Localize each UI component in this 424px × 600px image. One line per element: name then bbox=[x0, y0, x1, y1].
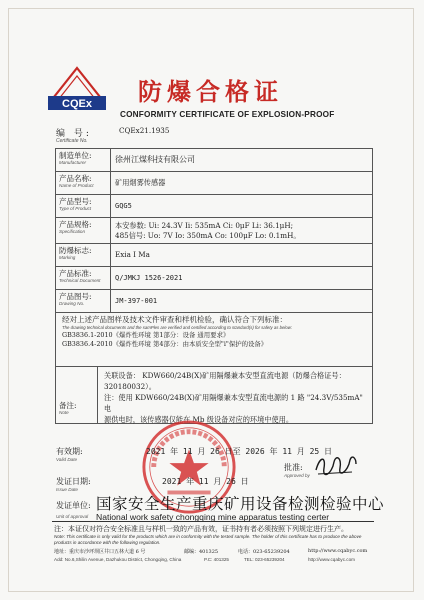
approval-label: 批准: bbox=[284, 463, 303, 472]
table-row-marking bbox=[56, 244, 372, 267]
footer-divider bbox=[52, 521, 374, 522]
table-row-product-type bbox=[56, 195, 372, 218]
field-label: 防爆标志: bbox=[59, 246, 92, 255]
unit-name-en: National work safety chongqing mine apparatus testing certer bbox=[96, 512, 330, 522]
field-label: 产品型号: bbox=[59, 197, 92, 206]
notes-value bbox=[104, 370, 368, 425]
notes-label-en: Note bbox=[59, 410, 69, 415]
valid-date-label-en: Valid Date bbox=[56, 457, 78, 462]
field-label: 制造单位: bbox=[59, 151, 92, 160]
notes-line: 注：使用 KDW660/24B(X)矿用隔爆兼本安型直流电源的 1 路 "24.3V/535mA" 电 bbox=[104, 393, 363, 413]
table-row-technical-document bbox=[56, 267, 372, 290]
field-label: 产品图号: bbox=[59, 292, 92, 301]
drawing-no-value: JM-397-001 bbox=[115, 297, 158, 305]
title-cn: 防爆合格证 bbox=[138, 77, 283, 106]
statement-en: The drawing technical documents and the samPles are verified and certified according to standard(s) for safety as below: bbox=[62, 325, 293, 330]
approval-label-en: Approved by bbox=[284, 473, 310, 478]
standard-item: GB3836.4-2010《爆炸性环境 第4部分：由本质安全型"i"保护的设备》 bbox=[62, 340, 268, 348]
valid-date-row bbox=[56, 446, 333, 462]
signature bbox=[312, 450, 360, 480]
unit-label: 发证单位: bbox=[56, 501, 91, 510]
postal-cn: 邮编：401325 bbox=[184, 549, 219, 555]
field-label: 产品规格: bbox=[59, 220, 92, 229]
specification-value bbox=[115, 221, 368, 241]
marking-value: Exia I Ma bbox=[115, 250, 150, 259]
field-label: 产品标准: bbox=[59, 269, 92, 278]
phone-en: TEL: 023-65239204 bbox=[244, 557, 285, 562]
field-label-en: Technical Document bbox=[59, 278, 101, 283]
table-row-specification bbox=[56, 218, 372, 244]
logo-text: CQEx bbox=[62, 98, 92, 110]
certificate-number-label-en: Certificate No. bbox=[56, 138, 88, 144]
specification-line: 本安参数: Ui: 24.3V Ii: 535mA Ci: 0μF Li: 36.1μH; bbox=[115, 221, 294, 230]
field-label-en: Marking bbox=[59, 255, 76, 260]
issue-date-value: 2021 年 11 月 26 日 bbox=[162, 477, 249, 486]
cqex-logo bbox=[46, 66, 108, 112]
website-en[interactable]: http://www.cqabyc.com bbox=[308, 557, 355, 562]
website[interactable]: http://www.cqabyc.com bbox=[308, 548, 368, 554]
table-row-manufacturer bbox=[56, 149, 372, 172]
valid-date-value: 2021 年 11 月 26 日至 2026 年 11 月 25 日 bbox=[146, 447, 333, 456]
address-en: Add: No.6,Shilin Avenue, Dazhukou District, Chongqing, China bbox=[54, 557, 182, 562]
specification-line: 485信号: Uo: 7V Io: 350mA Co: 100μF Lo: 0.1mH。 bbox=[115, 231, 301, 240]
product-name-value: 矿用烟雾传感器 bbox=[115, 178, 166, 187]
technical-document-value: Q/JMKJ 1526-2021 bbox=[115, 274, 183, 282]
certificate-number-label: 编 号: bbox=[56, 129, 92, 139]
address-cn: 地址：重庆市沙坪坝区井口五林大道 6 号 bbox=[54, 549, 146, 555]
table-row-drawing-no bbox=[56, 290, 372, 313]
field-label-en: Drawing No. bbox=[59, 301, 85, 306]
standards-statement bbox=[56, 313, 372, 367]
phone-cn: 电话：023-65239204 bbox=[238, 549, 290, 555]
approval-block bbox=[284, 462, 310, 478]
issue-date-row bbox=[56, 476, 249, 492]
table-row-product-name bbox=[56, 172, 372, 195]
notes-line: 源供电时，该传感器仅能在 Mb 级设备对应的环境中使用。 bbox=[104, 415, 294, 424]
issue-date-label-en: Issue Date bbox=[56, 487, 78, 492]
certificate-number: 编 号: CQEx21.1935 bbox=[56, 126, 170, 139]
standard-item: GB3836.1-2010《爆炸性环境 第1部分：设备 通用要求》 bbox=[62, 331, 230, 339]
unit-name-cn: 国家安全生产重庆矿用设备检测检验中心 bbox=[96, 495, 385, 513]
field-label-en: Specification bbox=[59, 229, 86, 234]
footer-note-cn: 注：本证仅对符合安全标准且与样机一致的产品有效，证书持有者必须按照下列规定进行生产。 bbox=[54, 525, 348, 533]
unit-label-en: Unit of approval bbox=[56, 514, 89, 519]
footer-note-en bbox=[54, 534, 376, 546]
issue-date-label: 发证日期: bbox=[56, 477, 91, 486]
certificate-table bbox=[55, 148, 373, 424]
notes-row bbox=[56, 367, 372, 423]
title-en: CONFORMITY CERTIFICATE OF EXPLOSION-PROOF bbox=[120, 110, 335, 119]
field-label: 产品名称: bbox=[59, 174, 92, 183]
notes-label: 备注: bbox=[59, 401, 77, 410]
product-type-value: GQG5 bbox=[115, 202, 132, 210]
manufacturer-value: 徐州江煤科技有限公司 bbox=[115, 155, 195, 164]
notes-line: 关联设备： KDW660/24B(X)矿用隔爆兼本安型直流电源（防爆合格证号： bbox=[104, 371, 346, 380]
statement-cn: 经对上述产品图样及技术文件审查和样机检验，确认符合下列标准： bbox=[62, 315, 287, 324]
notes-line: 320180032）。 bbox=[104, 382, 156, 391]
field-label-en: Name of Product bbox=[59, 183, 94, 188]
field-label-en: Type of Product bbox=[59, 206, 92, 211]
field-label-en: Manufacturer bbox=[59, 160, 87, 165]
valid-date-label: 有效期: bbox=[56, 447, 83, 456]
postal-en: P.C: 401325 bbox=[204, 557, 229, 562]
footer-note-en-text: Note: This certificate is only valid for the products which are in conformity with the tested sample. The holder of this certificate has to produce the above products in accordance with the following regulation. bbox=[54, 534, 362, 545]
